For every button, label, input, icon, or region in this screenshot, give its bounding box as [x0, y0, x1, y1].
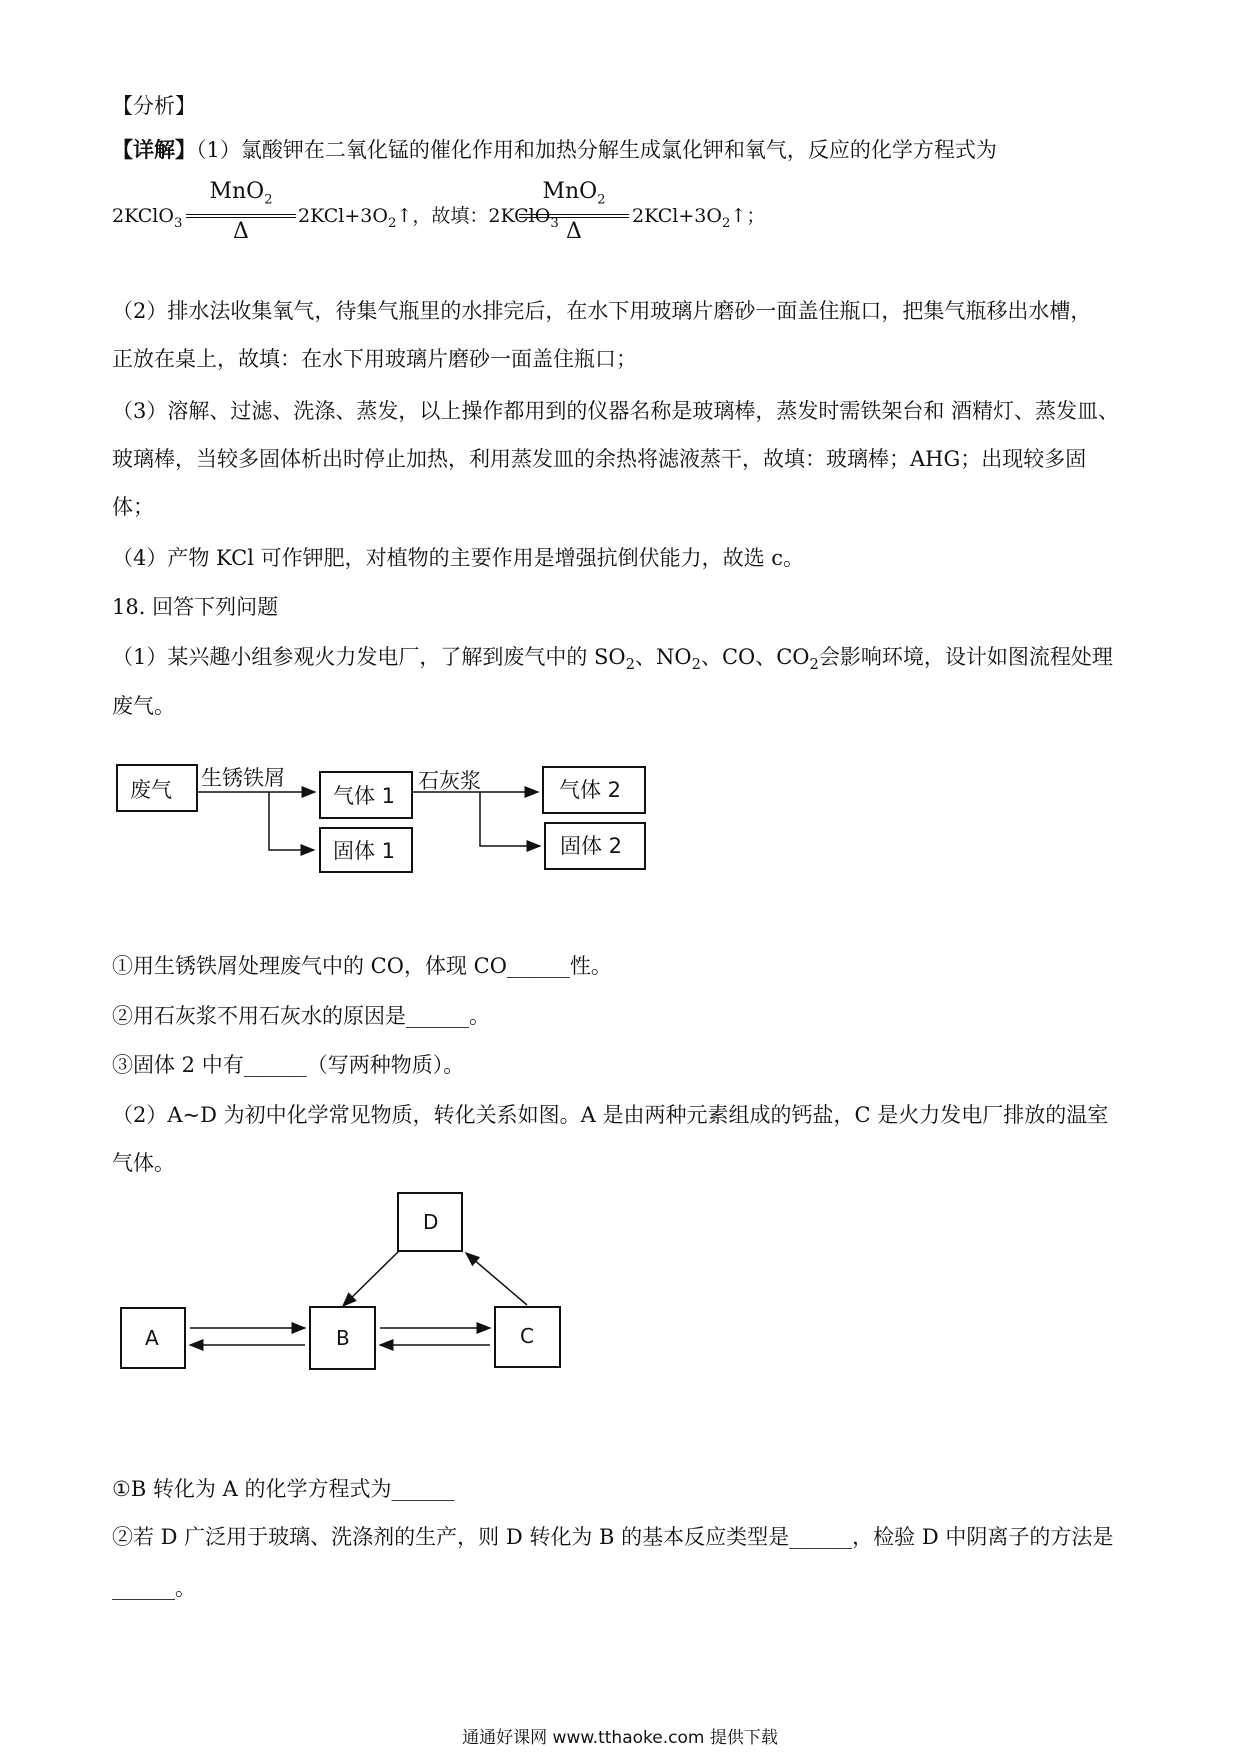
q18-sub4: ①B 转化为 A 的化学方程式为______ [112, 1477, 455, 1501]
equation-right-2: $2KCl+3O_2↑$； [632, 205, 766, 231]
detail-label: 【详解】 [112, 137, 196, 162]
label-c: C [520, 1324, 534, 1348]
q18-sub5-line1: ②若 D 广泛用于玻璃、洗涤剂的生产，则 D 转化为 B 的基本反应类型是______，检验 D 中阴离子的方法是 [112, 1525, 1114, 1549]
detail-p3-line2: 玻璃棒，当较多固体析出时停止加热，利用蒸发皿的余热将滤液蒸干，故填：玻璃棒；AHG；出现较多固 [112, 447, 1087, 471]
q18-sub2: ②用石灰浆不用石灰水的原因是______。 [112, 1004, 490, 1028]
label-a: A [145, 1326, 159, 1350]
flow-reagent1: 生锈铁屑 [201, 766, 285, 790]
q18-p1-line1: （1）某兴趣小组参观火力发电厂，了解到废气中的 $SO_2$、$NO_2$、CO、$CO_2$会影响环境，设计如图流程处理 [112, 645, 1113, 674]
q18-sub1: ①用生锈铁屑处理废气中的 CO，体现 CO______性。 [112, 954, 612, 978]
flow-gas1: 气体 1 [333, 784, 396, 808]
q18-sub3: ③固体 2 中有______（写两种物质）。 [112, 1053, 465, 1077]
detail-p3-line3: 体； [112, 495, 154, 519]
q18-sub5-line2: ______。 [112, 1576, 196, 1600]
equation-right-1: $2KCl+3O_2↑$，故填：2KClO$_3$ [298, 205, 559, 231]
detail-p4: （4）产物 KCl 可作钾肥，对植物的主要作用是增强抗倒伏能力，故选 c。 [112, 546, 805, 570]
question-18-title: 18. 回答下列问题 [112, 595, 279, 619]
flow-gas2: 气体 2 [559, 778, 622, 802]
detail-p3-line1: （3）溶解、过滤、洗涤、蒸发，以上操作都用到的仪器名称是玻璃棒，蒸发时需铁架台和 酒精灯、蒸发皿、 [112, 399, 1120, 423]
detail-p1-text: （1）氯酸钾在二氧化锰的催化作用和加热分解生成氯化钾和氧气，反应的化学方程式为 [196, 138, 997, 162]
detail-p2-line1: （2）排水法收集氧气，待集气瓶里的水排完后，在水下用玻璃片磨砂一面盖住瓶口，把集气瓶移出水槽， [112, 299, 1092, 323]
q18-p2-line2: 气体。 [112, 1151, 175, 1175]
flow-reagent2: 石灰浆 [418, 769, 481, 793]
q18-p2-line1: （2）A~D 为初中化学常见物质，转化关系如图。A 是由两种元素组成的钙盐，C 是火力发电厂排放的温室 [112, 1103, 1109, 1127]
footer: 通通好课网 www.tthaoke.com 提供下载 [462, 1728, 778, 1748]
flow-waste-gas: 废气 [130, 778, 172, 802]
analysis-label: 【分析】 [112, 94, 196, 118]
label-b: B [336, 1326, 350, 1350]
q18-p1-line2: 废气。 [112, 694, 175, 718]
equation-condition-1: MnO$_2$ Δ [186, 180, 296, 244]
detail-p2-line2: 正放在桌上，故填：在水下用玻璃片磨砂一面盖住瓶口； [112, 347, 637, 371]
label-d: D [423, 1210, 439, 1234]
flow-solid1: 固体 1 [333, 839, 396, 863]
flow-solid2: 固体 2 [560, 834, 623, 858]
equation-left-1: 2KClO$_3$ [112, 205, 183, 231]
equation-condition-2: MnO$_2$ Δ [519, 180, 629, 244]
